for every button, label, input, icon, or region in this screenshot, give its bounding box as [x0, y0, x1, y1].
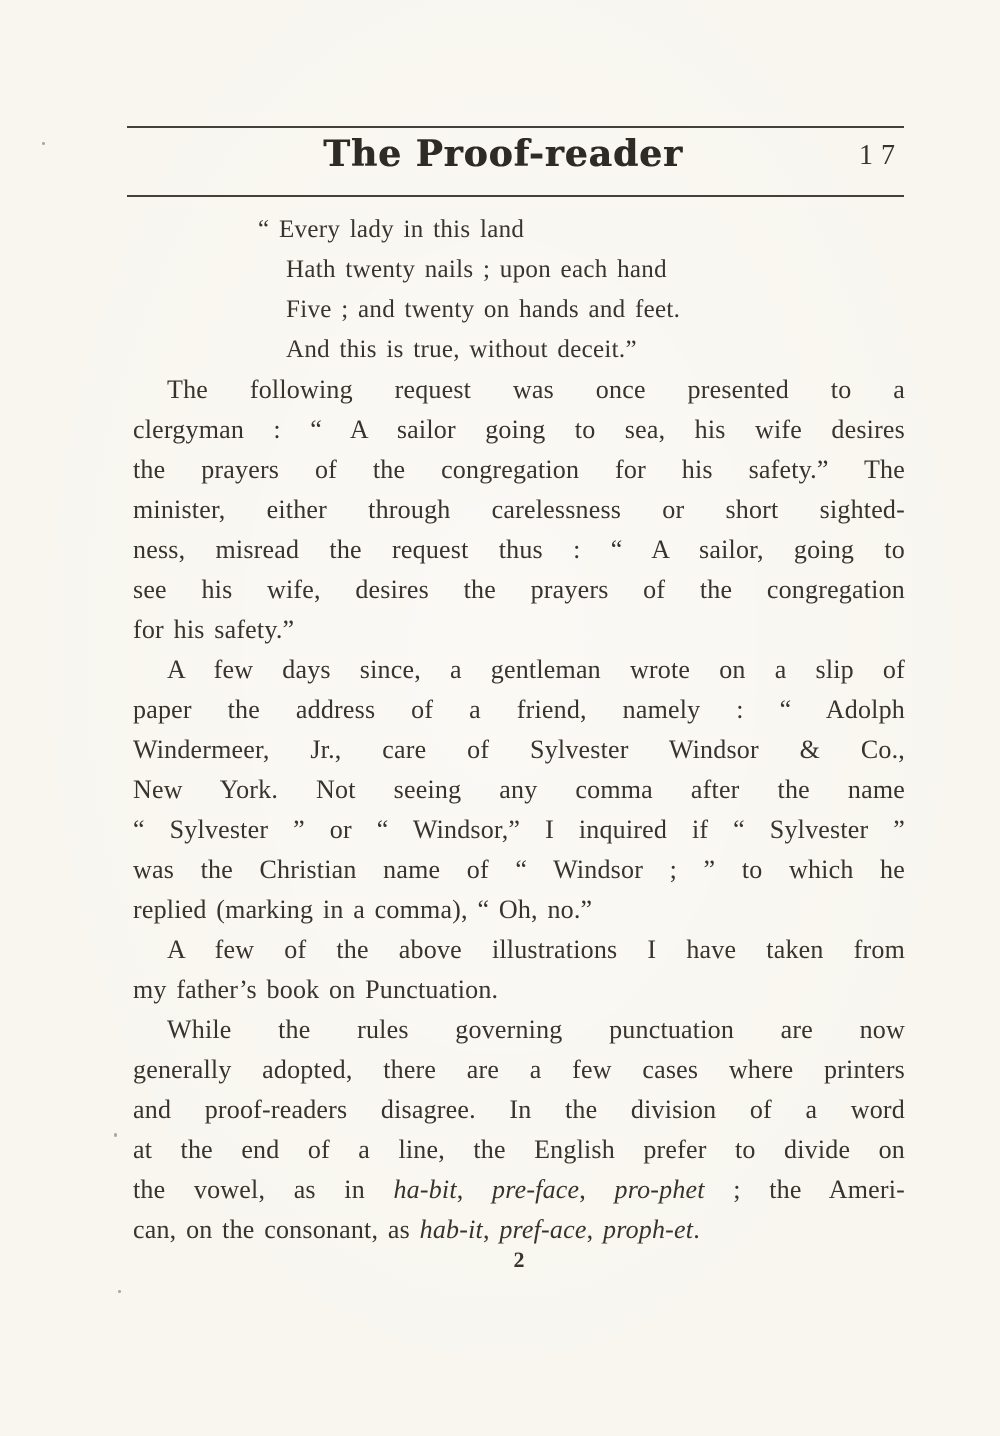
text-run: . — [693, 1215, 700, 1244]
scan-speck — [114, 1133, 117, 1137]
text-line — [133, 530, 905, 570]
text-line — [133, 1210, 905, 1250]
header-rule-bottom — [127, 195, 904, 197]
page-number: 17 — [859, 140, 903, 171]
text-run: , — [482, 1215, 500, 1244]
italic-text-run: ha-bit — [393, 1175, 457, 1204]
text-line — [133, 450, 905, 490]
text-line — [286, 330, 680, 370]
verse-block — [258, 210, 681, 370]
text-run: for his safety.” — [133, 615, 295, 644]
text-line — [133, 610, 905, 650]
paragraph-3 — [133, 930, 905, 1010]
text-run: replied (marking in a comma), “ Oh, no.” — [133, 895, 593, 924]
text-line — [133, 650, 905, 690]
text-run: minister, either through carelessness or short sighted- — [133, 495, 905, 524]
italic-text-run: pref-ace — [499, 1215, 587, 1244]
text-run: And this is true, without deceit.” — [286, 336, 637, 363]
paragraph-2 — [133, 650, 905, 930]
italic-text-run: pro-phet — [614, 1175, 705, 1204]
text-line — [133, 370, 905, 410]
text-line — [133, 1130, 905, 1170]
text-run: the prayers of the congregation for his safety.” The — [133, 455, 905, 484]
text-run: was the Christian name of “ Windsor ; ” to which he — [133, 855, 905, 884]
italic-text-run: hab-it — [419, 1215, 483, 1244]
italic-text-run: proph-et — [603, 1215, 694, 1244]
scan-speck — [42, 142, 45, 145]
page-title: The Proof-reader — [323, 133, 683, 175]
text-line — [133, 890, 905, 930]
text-run: ness, misread the request thus : “ A sailor, going to — [133, 535, 905, 564]
text-line — [133, 970, 905, 1010]
text-line — [258, 210, 680, 250]
text-line — [133, 770, 905, 810]
signature-mark: 2 — [513, 1247, 525, 1272]
text-run: The following request was once presented to a — [167, 375, 905, 404]
text-run: A few days since, a gentleman wrote on a slip of — [167, 655, 905, 684]
text-line — [133, 930, 905, 970]
text-run: see his wife, desires the prayers of the congregation — [133, 575, 905, 604]
text-run: A few of the above illustrations I have taken from — [167, 935, 905, 964]
text-run: “ Sylvester ” or “ Windsor,” I inquired if “ Sylvester ” — [133, 815, 905, 844]
text-line — [133, 690, 905, 730]
text-line — [286, 290, 680, 330]
paragraph-4 — [133, 1010, 905, 1250]
text-run: , — [586, 1215, 604, 1244]
italic-text-run: pre-face — [492, 1175, 580, 1204]
paragraph-1 — [133, 370, 905, 650]
text-run: New York. Not seeing any comma after the name — [133, 775, 905, 804]
text-run: ; the Ameri- — [704, 1175, 905, 1204]
text-run: Hath twenty nails ; upon each hand — [286, 256, 667, 283]
text-run: paper the address of a friend, namely : “ Adolph — [133, 695, 905, 724]
text-run: the vowel, as in — [133, 1175, 394, 1204]
text-run: at the end of a line, the English prefer to divide on — [133, 1135, 905, 1164]
text-run: generally adopted, there are a few cases where printers — [133, 1055, 905, 1084]
text-line — [133, 570, 905, 610]
text-run: Windermeer, Jr., care of Sylvester Windsor & Co., — [133, 735, 905, 764]
text-line — [133, 490, 905, 530]
text-line — [133, 410, 905, 450]
text-run: “ Every lady in this land — [258, 216, 525, 243]
text-line — [133, 1090, 905, 1130]
text-line — [133, 810, 905, 850]
text-run: While the rules governing punctuation are now — [167, 1015, 905, 1044]
text-line — [133, 1010, 905, 1050]
text-line — [286, 250, 680, 290]
text-line — [133, 1170, 905, 1210]
text-run: clergyman : “ A sailor going to sea, his wife desires — [133, 415, 905, 444]
text-run: and proof-readers disagree. In the division of a word — [133, 1095, 905, 1124]
text-run: my father’s book on Punctuation. — [133, 975, 499, 1004]
text-line — [133, 730, 905, 770]
text-line — [133, 1050, 905, 1090]
scan-speck — [118, 1290, 121, 1293]
text-run: , — [456, 1175, 493, 1204]
text-line — [133, 850, 905, 890]
body-text — [133, 370, 905, 1250]
text-run: Five ; and twenty on hands and feet. — [286, 296, 681, 323]
text-run: can, on the consonant, as — [133, 1215, 420, 1244]
text-run: , — [579, 1175, 615, 1204]
header-rule-top — [127, 126, 904, 128]
